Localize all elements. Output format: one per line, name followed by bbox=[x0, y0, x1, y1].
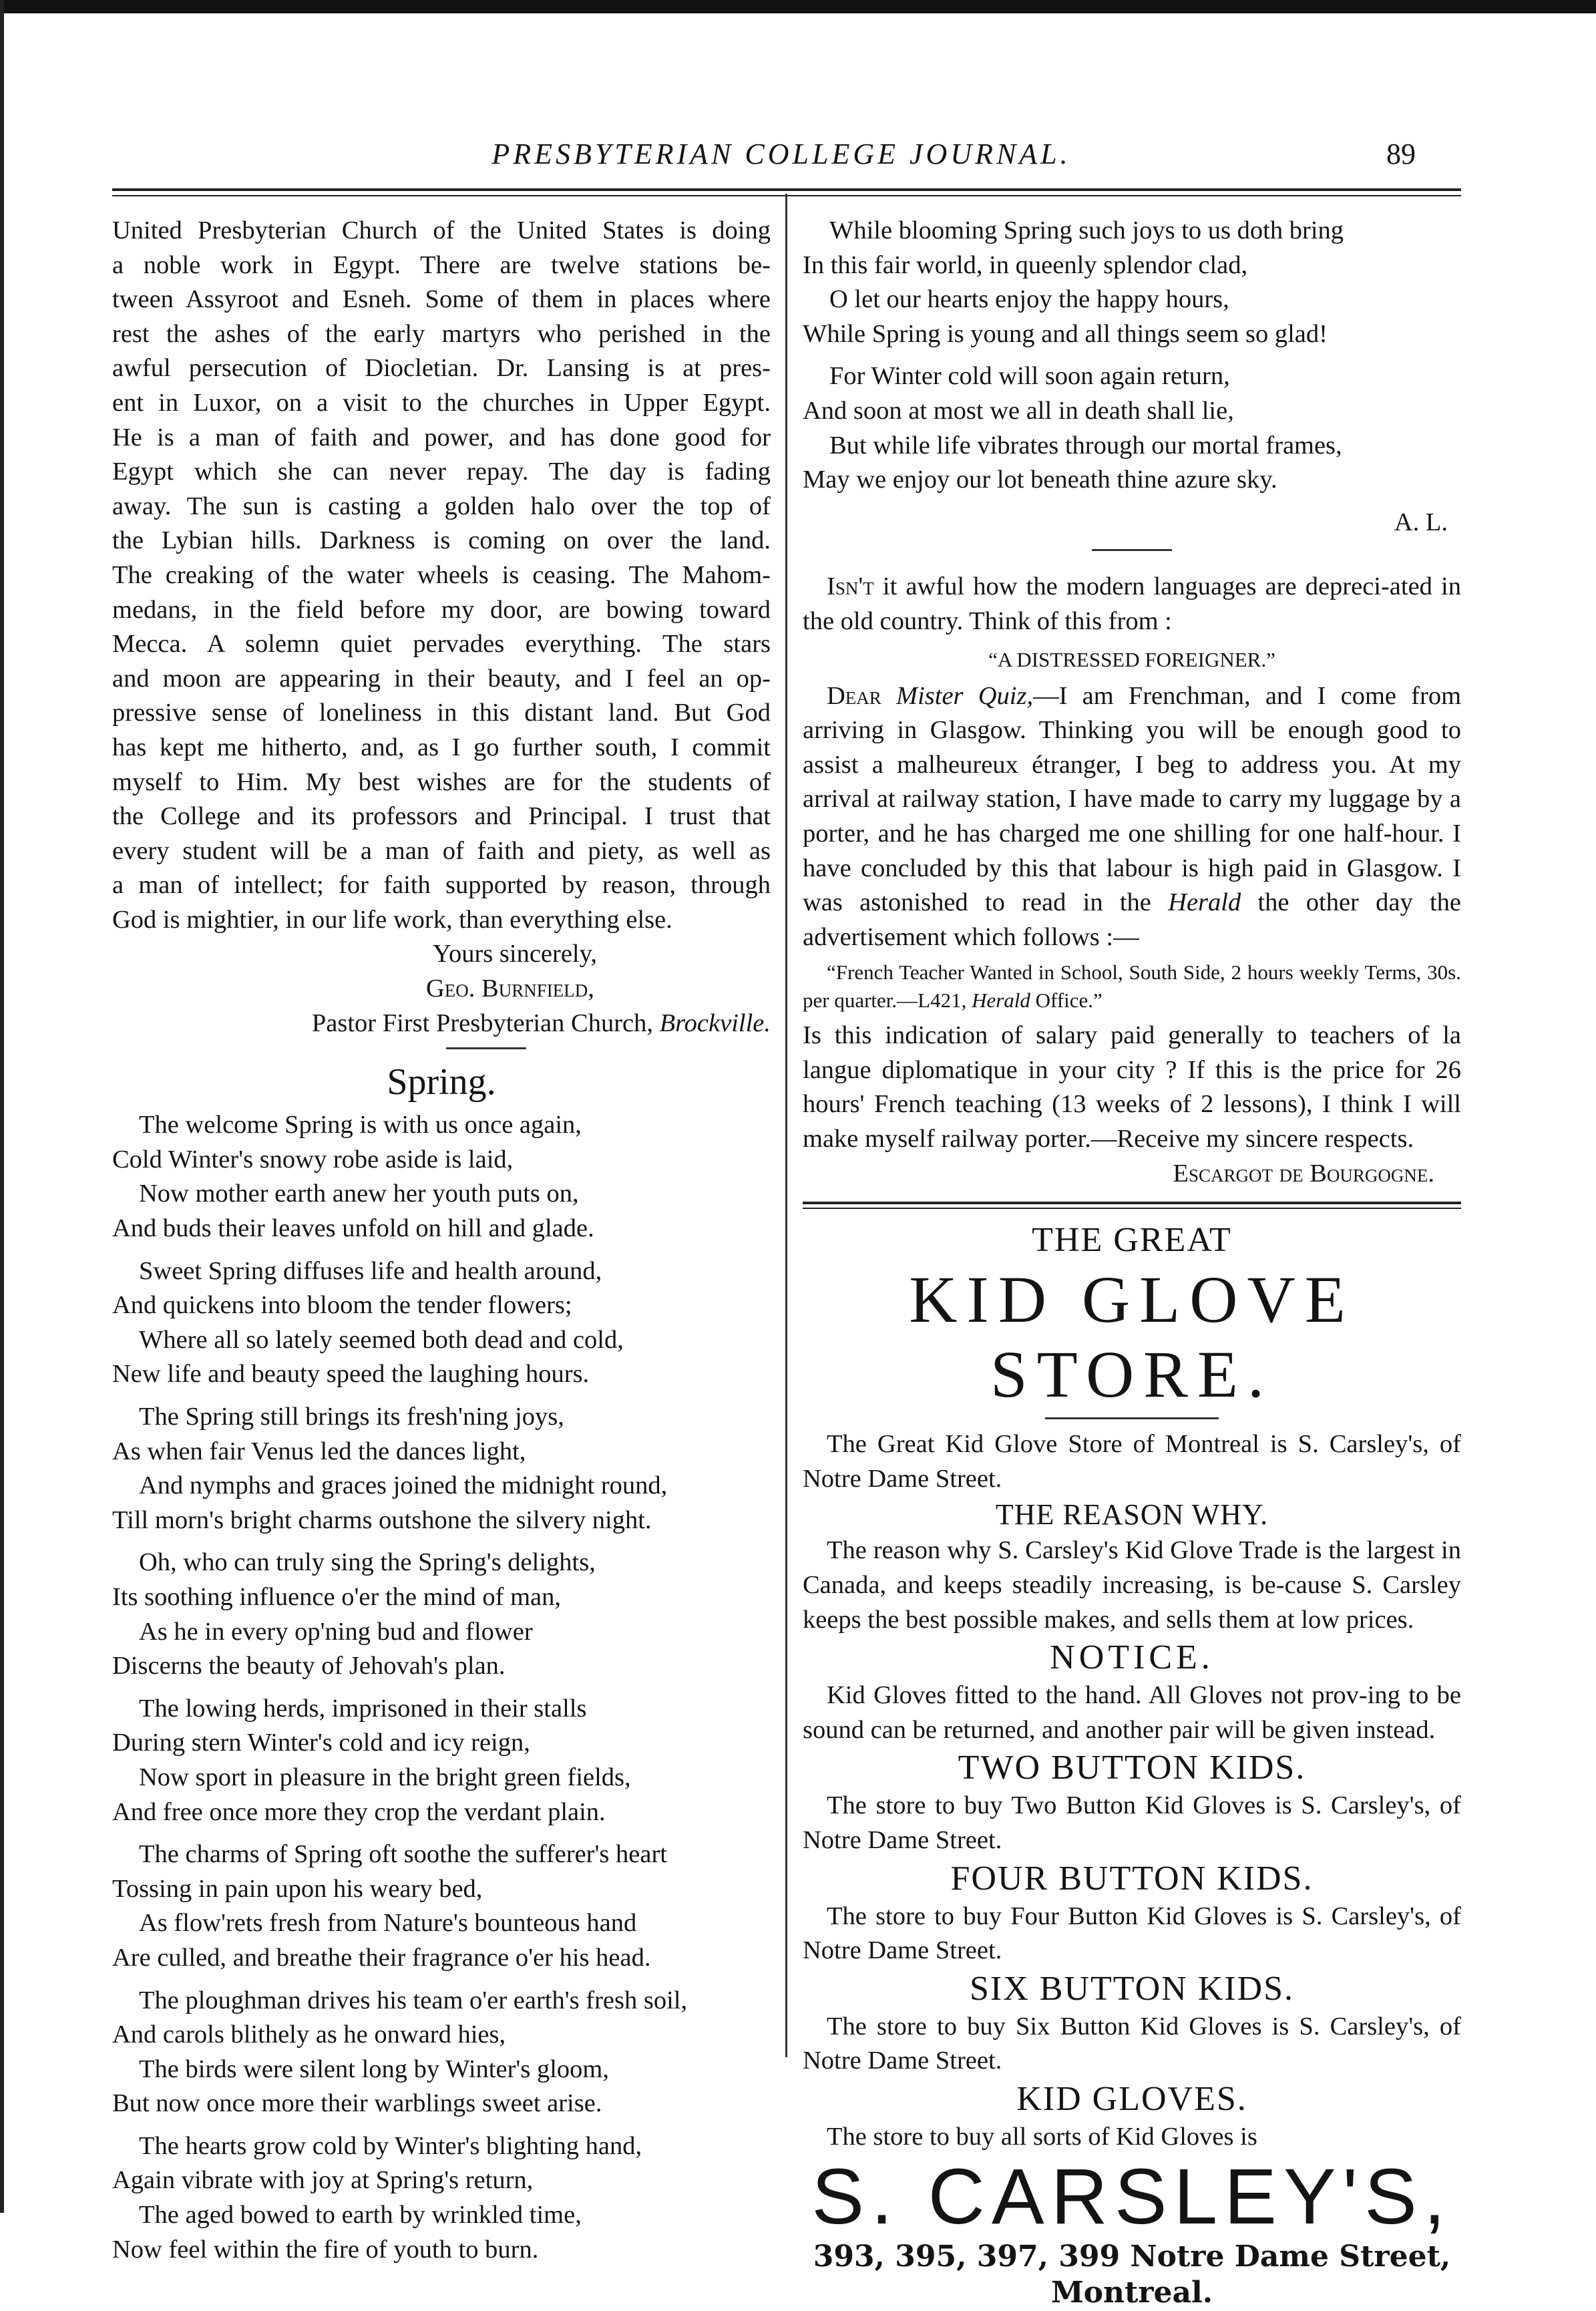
ad-six-button-heading: SIX BUTTON KIDS. bbox=[969, 1969, 1295, 2008]
journal-title: PRESBYTERIAN COLLEGE JOURNAL. bbox=[491, 138, 1071, 170]
poem-line: While Spring is young and all things seem so glad! bbox=[803, 319, 1328, 348]
letter-line: a man of intellect; for faith supported by reason, through bbox=[112, 871, 771, 900]
ad-kid-glove-store: KID GLOVE STORE. bbox=[909, 1262, 1355, 1412]
right-column bbox=[803, 214, 1461, 2311]
left-edge bbox=[0, 0, 4, 2213]
letter-line: rest the ashes of the early martyrs who perished in the bbox=[112, 319, 771, 348]
ad-two-button-text: The store to buy Two Button Kid Gloves is S. Carsley's, of Notre Dame Street. bbox=[803, 1791, 1461, 1854]
running-header bbox=[107, 137, 1456, 184]
letter-line: a noble work in Egypt. There are twelve stations be- bbox=[112, 250, 771, 279]
poem-line: The charms of Spring oft soothe the sufferer's heart bbox=[139, 1840, 667, 1869]
letter-line: God is mightier, in our life work, than everything else. bbox=[112, 905, 672, 934]
poem-line: And soon at most we all in death shall lie, bbox=[803, 396, 1234, 425]
letter-line: the College and its professors and Principal. I trust that bbox=[112, 802, 771, 831]
ad-reason-heading: THE REASON WHY. bbox=[995, 1498, 1269, 1532]
poem-stanza bbox=[112, 2129, 771, 2267]
poem-stanza bbox=[112, 1984, 771, 2121]
poem-stanza bbox=[112, 1108, 771, 1246]
ad-rule bbox=[1045, 1417, 1219, 1419]
poem-stanza bbox=[112, 1692, 771, 1829]
letter-line: Egypt which she can never repay. The day is fading bbox=[112, 458, 771, 486]
letter-line: He is a man of faith and power, and has done good for bbox=[112, 423, 771, 452]
letter-body-text: —I am Frenchman, and I come from arriving in Glasgow. Thinking you will be enough good to assist a malheureux étranger, I beg to address you. At my arrival at railway station, I have made to carry my luggage by a porter, and he has charged me one shilling for one half-hour. I have concluded by this that labour is high paid in Glasgow. I was astonished to read in the bbox=[803, 681, 1462, 917]
poem-line: Where all so lately seemed both dead and cold, bbox=[139, 1325, 624, 1354]
foreigner-intro bbox=[803, 570, 1461, 639]
poem-line: Tossing in pain upon his weary bed, bbox=[112, 1874, 483, 1903]
poem-line: Oh, who can truly sing the Spring's delights, bbox=[139, 1548, 596, 1577]
distressed-heading: “A DISTRESSED FOREIGNER.” bbox=[988, 647, 1275, 671]
poem-line: While blooming Spring such joys to us doth bring bbox=[829, 216, 1344, 244]
ad-intro: The Great Kid Glove Store of Montreal is S. Carsley's, of Notre Dame Street. bbox=[803, 1430, 1461, 1493]
poem-line: But while life vibrates through our mortal frames, bbox=[829, 431, 1342, 460]
letter-line: pressive sense of loneliness in this distant land. But God bbox=[112, 699, 771, 727]
ad-reason-text: The reason why S. Carsley's Kid Glove Trade is the largest in Canada, and keeps steadily increasing, is be-cause S. Carsley keeps the best possible makes, and sells them at low prices. bbox=[803, 1536, 1461, 1634]
section-rule-2 bbox=[1092, 549, 1172, 551]
ad-six-button-text: The store to buy Six Button Kid Gloves is S. Carsley's, of Notre Dame Street. bbox=[803, 2012, 1461, 2075]
poem-line: Till morn's bright charms outshone the silvery night. bbox=[112, 1505, 652, 1534]
letter-line: the Lybian hills. Darkness is coming on over the land. bbox=[112, 526, 771, 555]
signature-title bbox=[112, 1007, 771, 1041]
poem-line: And quickens into bloom the tender flowers; bbox=[112, 1291, 572, 1320]
poem-title: Spring. bbox=[387, 1061, 496, 1103]
letter-signature: Geo. Burnfield, bbox=[426, 974, 594, 1003]
poem-line: As he in every op'ning bud and flower bbox=[139, 1617, 533, 1646]
letter-line: awful persecution of Diocletian. Dr. Lansing is at pres- bbox=[112, 354, 771, 383]
intro-lead: Isn't bbox=[827, 572, 874, 601]
poem-line: And carols blithely as he onward hies, bbox=[112, 2020, 506, 2049]
poem-line: New life and beauty speed the laughing hours. bbox=[112, 1360, 590, 1389]
poem-line: The lowing herds, imprisoned in their stalls bbox=[139, 1694, 587, 1723]
letter-end: Is this indication of salary paid generally to teachers of la langue diplomatique in your city ? If this is the price for 26 hours' French teaching (13 weeks of 2 lessons), I think I will make myself railway porter.—Receive my sincere respects. bbox=[803, 1021, 1461, 1153]
ad-four-button-heading: FOUR BUTTON KIDS. bbox=[950, 1859, 1314, 1898]
column-divider bbox=[785, 194, 787, 2057]
poem-line: The Spring still brings its fresh'ning joys, bbox=[139, 1403, 564, 1431]
poem-line: May we enjoy our lot beneath thine azure sky. bbox=[803, 466, 1277, 494]
herald-word: Herald bbox=[1168, 888, 1241, 917]
dear-word: Dear bbox=[827, 681, 881, 710]
poem-stanza bbox=[112, 1546, 771, 1683]
letter-closing: Yours sincerely, bbox=[433, 940, 597, 968]
ad-quote-2: Office.” bbox=[1030, 989, 1103, 1013]
ad-four-button-text: The store to buy Four Button Kid Gloves is S. Carsley's, of Notre Dame Street. bbox=[803, 1902, 1461, 1965]
ad-the-great: THE GREAT bbox=[1032, 1221, 1232, 1260]
escargot-signature: Escargot de Bourgogne. bbox=[1173, 1159, 1434, 1188]
poem-line: The aged bowed to earth by wrinkled time, bbox=[139, 2201, 582, 2230]
letter-line: United Presbyterian Church of the United States is doing bbox=[112, 216, 771, 244]
letter-line: myself to Him. My best wishes are for the students of bbox=[112, 767, 771, 796]
poem-line: And buds their leaves unfold on hill and glade. bbox=[112, 1214, 594, 1243]
letter-line: away. The sun is casting a golden halo over the top of bbox=[112, 492, 771, 520]
letter-line: Mecca. A solemn quiet pervades everything. The stars bbox=[112, 630, 771, 659]
letter-body-end: the other day the advertisement which follows :— bbox=[803, 888, 1462, 951]
letter-line: every student will be a man of faith and piety, as well as bbox=[112, 836, 771, 865]
ad-carsley-name: S. CARSLEY'S, bbox=[811, 2152, 1452, 2241]
poem-stanza bbox=[112, 1254, 771, 1392]
kid-glove-advert bbox=[803, 1218, 1461, 2310]
poem-line: Now sport in pleasure in the bright green fields, bbox=[139, 1763, 631, 1791]
letter-line: has kept me hitherto, and, as I go further south, I commit bbox=[112, 733, 771, 761]
letter-line: medans, in the field before my door, are bowing toward bbox=[112, 595, 771, 624]
poem-stanza bbox=[112, 1837, 771, 1975]
letter-body bbox=[112, 214, 771, 937]
letter-line: The creaking of the water wheels is ceasing. The Mahom- bbox=[112, 560, 771, 589]
ad-quote-1: “French Teacher Wanted in School, South Side, 2 hours weekly Terms, 30s. per quarter.—L421, bbox=[803, 960, 1461, 1013]
poem-line: For Winter cold will soon again return, bbox=[829, 362, 1230, 391]
poem-line: But now once more their warblings sweet arise. bbox=[112, 2089, 602, 2118]
poem-line: Discerns the beauty of Jehovah's plan. bbox=[112, 1652, 506, 1680]
mister-quiz: Mister Quiz, bbox=[896, 681, 1034, 710]
letter-line: tween Assyroot and Esneh. Some of them in places where bbox=[112, 285, 771, 314]
page-number: 89 bbox=[1386, 138, 1416, 170]
poem-line: Now feel within the fire of youth to burn. bbox=[112, 2235, 539, 2264]
poem-line: As when fair Venus led the dances light, bbox=[112, 1437, 526, 1465]
poem-line: Again vibrate with joy at Spring's return, bbox=[112, 2166, 534, 2195]
section-rule bbox=[446, 1047, 526, 1049]
ad-kid-gloves-text: The store to buy all sorts of Kid Gloves is bbox=[827, 2122, 1257, 2151]
ad-notice-text: Kid Gloves fitted to the hand. All Gloves not prov-ing to be sound can be returned, and another pair will be given instead. bbox=[803, 1681, 1461, 1744]
poem-stanza bbox=[112, 1400, 771, 1538]
letter-line: ent in Luxor, on a visit to the churches in Upper Egypt. bbox=[112, 388, 771, 417]
poem-line: The ploughman drives his team o'er earth's fresh soil, bbox=[139, 1986, 688, 2014]
signature-place: Brockville. bbox=[659, 1009, 771, 1037]
ad-kid-gloves-heading: KID GLOVES. bbox=[1016, 2079, 1247, 2118]
poem-stanza bbox=[803, 359, 1461, 497]
advertisement-quote bbox=[803, 958, 1461, 1015]
poem-spring bbox=[112, 1108, 771, 2267]
poem-stanza bbox=[803, 214, 1461, 351]
poem-line: Cold Winter's snowy robe aside is laid, bbox=[112, 1145, 514, 1174]
poem-line: And free once more they crop the verdant plain. bbox=[112, 1797, 606, 1826]
poem-signature: A. L. bbox=[1394, 508, 1448, 536]
intro-rest: it awful how the modern languages are depreci-ated in the old country. Think of this from : bbox=[803, 572, 1461, 635]
poem-line: Sweet Spring diffuses life and health around, bbox=[139, 1256, 602, 1285]
left-column bbox=[112, 214, 771, 2275]
poem-line: The welcome Spring is with us once again, bbox=[139, 1111, 582, 1139]
poem-line: The birds were silent long by Winter's gloom, bbox=[139, 2055, 609, 2083]
ad-quote-herald: Herald bbox=[972, 989, 1030, 1013]
poem-spring-continued bbox=[803, 214, 1461, 498]
top-border bbox=[0, 0, 1596, 13]
ad-address: 393, 395, 397, 399 Notre Dame Street, Montreal. bbox=[813, 2239, 1451, 2310]
poem-line: The hearts grow cold by Winter's blighting hand, bbox=[139, 2131, 642, 2160]
poem-line: As flow'rets fresh from Nature's bounteous hand bbox=[139, 1909, 637, 1938]
letter-dear-mister-quiz bbox=[803, 679, 1461, 955]
poem-line: Its soothing influence o'er the mind of man, bbox=[112, 1582, 561, 1611]
poem-line: And nymphs and graces joined the midnight round, bbox=[139, 1471, 668, 1500]
poem-line: During stern Winter's cold and icy reign, bbox=[112, 1729, 530, 1757]
poem-line: Now mother earth anew her youth puts on, bbox=[139, 1180, 579, 1208]
letter-line: and moon are appearing in their beauty, and I feel an op- bbox=[112, 664, 771, 693]
poem-line: In this fair world, in queenly splendor clad, bbox=[803, 250, 1248, 279]
header-rule-top bbox=[112, 188, 1461, 191]
ad-notice-heading: NOTICE. bbox=[1050, 1638, 1214, 1677]
poem-line: O let our hearts enjoy the happy hours, bbox=[829, 285, 1229, 314]
poem-line: Are culled, and breathe their fragrance o'er his head. bbox=[112, 1943, 651, 1972]
signature-title-prefix: Pastor First Presbyterian Church, bbox=[311, 1009, 653, 1037]
advert-rule bbox=[803, 1202, 1461, 1209]
ad-two-button-heading: TWO BUTTON KIDS. bbox=[958, 1749, 1306, 1787]
